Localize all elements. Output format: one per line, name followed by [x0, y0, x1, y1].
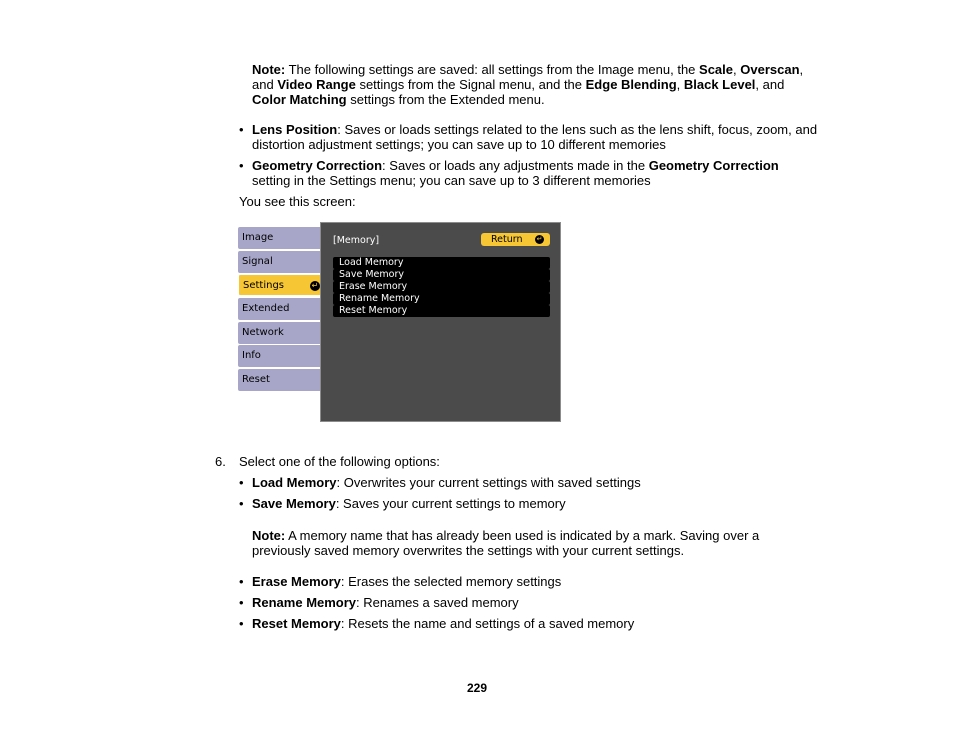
bullet-marker: •	[239, 475, 244, 490]
note-label: Note:	[252, 62, 286, 77]
option-load-memory	[252, 475, 832, 490]
sidebar-item-label: Reset	[242, 374, 270, 385]
note-text: ,	[733, 62, 741, 77]
bullet-marker: •	[239, 122, 244, 137]
sidebar-item-extended[interactable]	[238, 298, 326, 320]
note-block-saved-settings	[252, 62, 852, 107]
option-desc: : Renames a saved memory	[356, 595, 519, 610]
sidebar-item-label: Image	[242, 232, 274, 243]
note-text: ,	[676, 77, 684, 92]
menu-item-reset-memory[interactable]: Reset Memory	[333, 305, 550, 317]
note-label: Note:	[252, 528, 286, 543]
memory-menu-screenshot	[238, 222, 562, 423]
menu-item-rename-memory[interactable]: Rename Memory	[333, 293, 550, 305]
sidebar-item-info[interactable]	[238, 345, 326, 367]
panel-title: [Memory]	[333, 235, 380, 246]
sidebar-item-label: Info	[242, 350, 261, 361]
list-item-term: Lens Position	[252, 122, 338, 137]
return-label: Return	[491, 234, 523, 245]
option-desc: : Overwrites your current settings with saved settings	[336, 475, 641, 490]
note-line-2	[252, 77, 852, 92]
sidebar-item-settings[interactable]	[238, 274, 326, 296]
option-rename-memory	[252, 595, 832, 610]
sidebar-item-label: Settings	[243, 280, 285, 291]
enter-icon: ↵	[536, 235, 543, 243]
note-text: , and	[755, 77, 785, 92]
list-item-desc: setting in the Settings menu; you can save up to 3 different memories	[252, 173, 651, 188]
sidebar-item-label: Signal	[242, 256, 273, 267]
note-block-memory-name	[252, 528, 852, 558]
list-item-geometry-correction	[252, 158, 832, 188]
bullet-marker: •	[239, 158, 244, 173]
return-button[interactable]	[481, 233, 550, 246]
list-item-term: Geometry Correction	[252, 158, 383, 173]
bullet-marker: •	[239, 616, 244, 631]
note-line-3	[252, 92, 852, 107]
menu-item-erase-memory[interactable]: Erase Memory	[333, 281, 550, 293]
list-item-desc: distortion adjustment settings; you can save up to 10 different memories	[252, 137, 666, 152]
option-term: Load Memory	[252, 475, 337, 490]
sidebar-item-image[interactable]	[238, 227, 326, 249]
note-text: ,	[799, 62, 804, 77]
note-term: Video Range	[277, 77, 356, 92]
note-term: Black Level	[683, 77, 756, 92]
note-term: Edge Blending	[585, 77, 677, 92]
option-desc: : Erases the selected memory settings	[340, 574, 562, 589]
option-term: Reset Memory	[252, 616, 341, 631]
sidebar-item-label: Network	[242, 327, 284, 338]
option-erase-memory	[252, 574, 832, 589]
option-save-memory	[252, 496, 832, 511]
menu-item-load-memory[interactable]: Load Memory	[333, 257, 550, 269]
note-text: and	[252, 77, 278, 92]
note-text: A memory name that has already been used is indicated by a mark. Saving over a	[285, 528, 760, 543]
list-item-desc: : Saves or loads any adjustments made in the	[382, 158, 649, 173]
note-term: Overscan	[740, 62, 800, 77]
menu-item-save-memory[interactable]: Save Memory	[333, 269, 550, 281]
sidebar-item-signal[interactable]	[238, 251, 326, 273]
note-term: Scale	[699, 62, 734, 77]
sidebar-item-network[interactable]	[238, 322, 326, 344]
option-term: Save Memory	[252, 496, 336, 511]
memory-panel	[320, 222, 561, 422]
note-term: Color Matching	[252, 92, 347, 107]
option-desc: : Saves your current settings to memory	[335, 496, 566, 511]
sidebar-item-reset[interactable]	[238, 369, 326, 391]
bullet-marker: •	[239, 595, 244, 610]
note-text: The following settings are saved: all settings from the Image menu, the	[285, 62, 700, 77]
you-see-text: You see this screen:	[239, 194, 356, 209]
note-text: previously saved memory overwrites the settings with your current settings.	[252, 543, 685, 558]
note-line-1	[252, 62, 852, 77]
step-text: Select one of the following options:	[239, 454, 440, 469]
note-text: settings from the Signal menu, and the	[355, 77, 586, 92]
sidebar-item-label: Extended	[242, 303, 290, 314]
bullet-marker: •	[239, 574, 244, 589]
option-reset-memory	[252, 616, 832, 631]
option-term: Rename Memory	[252, 595, 357, 610]
page-number: 229	[466, 681, 488, 695]
option-desc: : Resets the name and settings of a saved memory	[340, 616, 635, 631]
bullet-marker: •	[239, 496, 244, 511]
list-item-lens-position	[252, 122, 832, 152]
step-number: 6.	[215, 454, 226, 469]
enter-icon: ↵	[311, 281, 319, 290]
list-item-desc: : Saves or loads settings related to the lens such as the lens shift, focus, zoom, and	[337, 122, 818, 137]
note-text: settings from the Extended menu.	[346, 92, 545, 107]
option-term: Erase Memory	[252, 574, 341, 589]
list-item-term: Geometry Correction	[648, 158, 779, 173]
